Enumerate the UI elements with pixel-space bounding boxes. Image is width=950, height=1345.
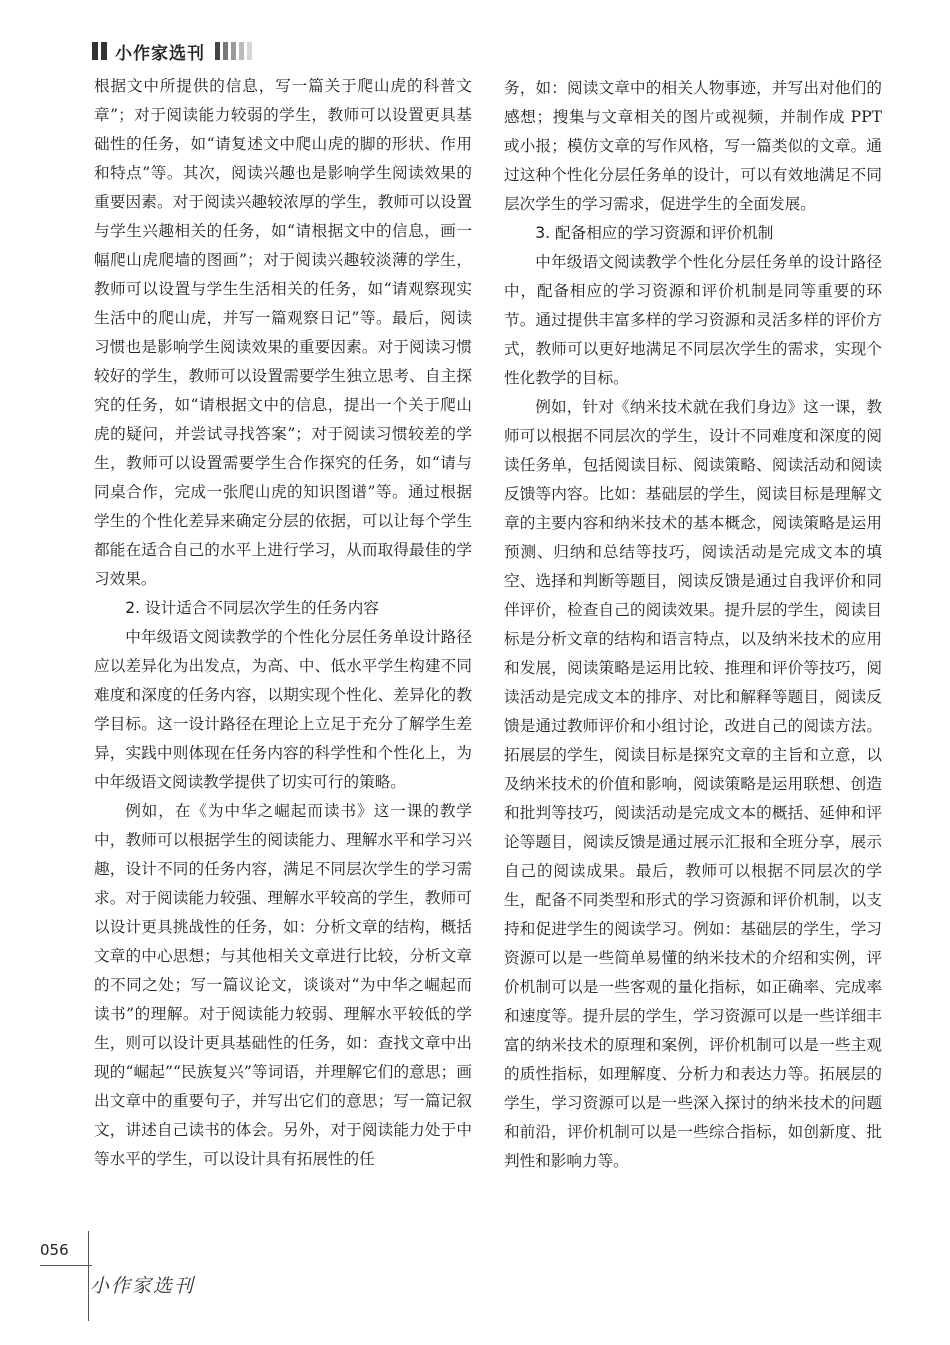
- paragraph: 例如，针对《纳米技术就在我们身边》这一课，教师可以根据不同层次的学生，设计不同难度和深度的阅读任务单，包括阅读目标、阅读策略、阅读活动和阅读反馈等内容。比如：基础层的学生，阅读目标是理解文章的主要内容和纳米技术的基本概念，阅读策略是运用预测、归纳和总结等技巧，阅读活动是完成文本的填空、选择和判断等题目，阅读反馈是通过自我评价和同伴评价，检查自己的阅读效果。提升层的学生，阅读目标是分析文章的结构和语言特点，以及纳米技术的应用和发展，阅读策略是运用比较、推理和评价等技巧，阅读活动是完成文本的排序、对比和解释等题目，阅读反馈是通过教师评价和小组讨论，改进自己的阅读方法。拓展层的学生，阅读目标是探究文章的主旨和立意，以及纳米技术的价值和影响，阅读策略是运用联想、创造和批判等技巧，阅读活动是完成文本的概括、延伸和评论等题目，阅读反馈是通过展示汇报和全班分享，展示自己的阅读成果。最后，教师可以根据不同层次的学生，配备不同类型和形式的学习资源和评价机制，以支持和促进学生的阅读学习。例如：基础层的学生，学习资源可以是一些简单易懂的纳米技术的介绍和实例，评价机制可以是一些客观的量化指标，如正确率、完成率和速度等。提升层的学生，学习资源可以是一些详细丰富的纳米技术的原理和案例，评价机制可以是一些主观的质性指标，如理解度、分析力和表达力等。拓展层的学生，学习资源可以是一些深入探讨的纳米技术的问题和前沿，评价机制可以是一些综合指标，如创新度、批判性和影响力等。: [504, 398, 882, 1170]
- paragraph: 例如，在《为中华之崛起而读书》这一课的教学中，教师可以根据学生的阅读能力、理解水平和学习兴趣，设计不同的任务内容，满足不同层次学生的学习需求。对于阅读能力较强、理解水平较高的学生，教师可以设计更具挑战性的任务，如：分析文章的结构，概括文章的中心思想；与其他相关文章进行比较，分析文章的不同之处；写一篇议论文，谈谈对“为中华之崛起而读书”的理解。对于阅读能力较弱、理解水平较低的学生，则可以设计更具基础性的任务，如：查找文章中出现的“崛起”“民族复兴”等词语，并理解它们的意思；画出文章中的重要句子，并写出它们的意思；写一篇记叙文，讲述自己读书的体会。另外，对于阅读能力处于中等水平的学生，可以设计具有拓展性的任: [94, 802, 472, 1168]
- section-heading: 2. 设计适合不同层次学生的任务内容: [125, 599, 379, 617]
- journal-logo: 小作家选刊: [90, 1275, 196, 1297]
- right-column: [504, 74, 882, 1176]
- header-fade-bars-icon: [215, 42, 252, 60]
- paragraph: 根据文中所提供的信息，写一篇关于爬山虎的科普文章”；对于阅读能力较弱的学生，教师可以设置更具基础性的任务，如“请复述文中爬山虎的脚的形状、作用和特点”等。其次，阅读兴趣也是影响学生阅读效果的重要因素。对于阅读兴趣较浓厚的学生，教师可以设置与学生兴趣相关的任务，如“请根据文中的信息，画一幅爬山虎爬墙的图画”；对于阅读兴趣较淡薄的学生，教师可以设置与学生生活相关的任务，如“请观察现实生活中的爬山虎，并写一篇观察日记”等。最后，阅读习惯也是影响学生阅读效果的重要因素。对于阅读习惯较好的学生，教师可以设置需要学生独立思考、自主探究的任务，如“请根据文中的信息，提出一个关于爬山虎的疑问，并尝试寻找答案”；对于阅读习惯较差的学生，教师可以设置需要学生合作探究的任务，如“请与同桌合作，完成一张爬山虎的知识图谱”等。通过根据学生的个性化差异来确定分层的依据，可以让每个学生都能在适合自己的水平上进行学习，从而取得最佳的学习效果。: [94, 77, 472, 588]
- section-heading: 3. 配备相应的学习资源和评价机制: [535, 224, 774, 242]
- footer-vertical-rule: [88, 1231, 89, 1321]
- page-number: 056: [40, 1241, 69, 1259]
- footer-divider: [40, 1265, 92, 1266]
- paragraph: 中年级语文阅读教学个性化分层任务单的设计路径中，配备相应的学习资源和评价机制是同等重要的环节。通过提供丰富多样的学习资源和灵活多样的评价方式，教师可以更好地满足不同层次学生的需求，实现个性化教学的目标。: [504, 253, 882, 387]
- running-header: [92, 38, 252, 64]
- page-footer: [0, 1225, 200, 1345]
- left-column: [94, 72, 472, 1174]
- header-bars-icon: [92, 42, 107, 60]
- journal-title: 小作家选刊: [115, 43, 205, 64]
- paragraph: 务，如：阅读文章中的相关人物事迹，并写出对他们的感想；搜集与文章相关的图片或视频，并制作成 PPT 或小报；模仿文章的写作风格，写一篇类似的文章。通过这种个性化分层任务单的设计，可以有效地满足不同层次学生的学习需求，促进学生的全面发展。: [504, 79, 882, 213]
- paragraph: 中年级语文阅读教学的个性化分层任务单设计路径应以差异化为出发点，为高、中、低水平学生构建不同难度和深度的任务内容，以期实现个性化、差异化的教学目标。这一设计路径在理论上立足于充分了解学生差异，实践中则体现在任务内容的科学性和个性化上，为中年级语文阅读教学提供了切实可行的策略。: [94, 628, 472, 791]
